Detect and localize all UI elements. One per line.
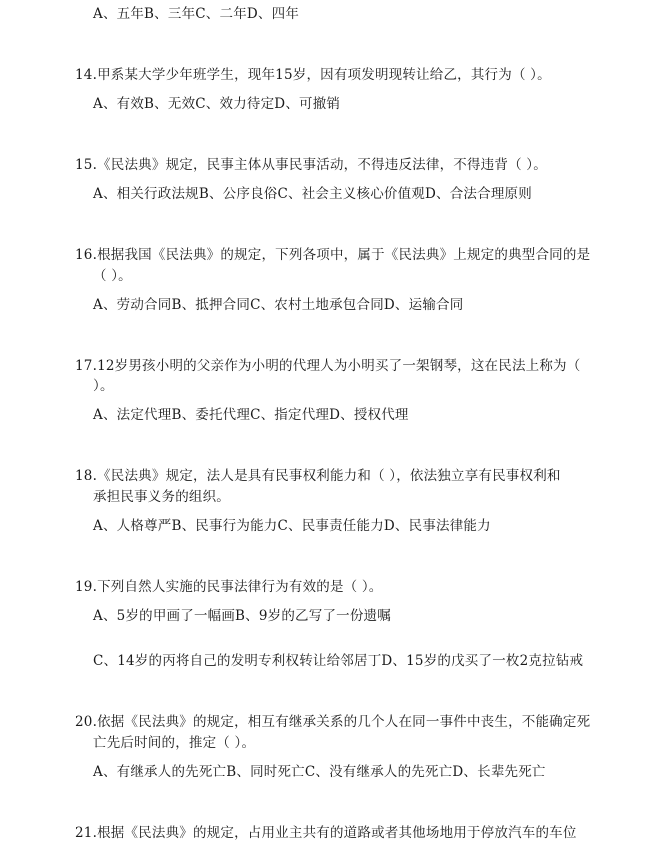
question-18-options: A、人格尊严B、民事行为能力C、民事责任能力D、民事法律能力 [93,518,491,534]
question-20-text-cont: 亡先后时间的，推定（ ）。 [93,735,256,751]
question-14-text: 14.甲系某大学少年班学生，现年15岁，因有项发明现转让给乙，其行为（ ）。 [75,67,551,83]
question-19-text: 19.下列自然人实施的民事法律行为有效的是（ ）。 [75,579,383,595]
question-15-options: A、相关行政法规B、公序良俗C、社会主义核心价值观D、合法合理原则 [93,186,532,202]
question-17-text-cont: ）。 [93,378,114,394]
question-13-options: A、五年B、三年C、二年D、四年 [93,6,300,22]
question-18-text: 18.《民法典》规定，法人是具有民事权利能力和（ ），依法独立享有民事权利和 [75,468,561,484]
question-19-options-ab: A、5岁的甲画了一幅画B、9岁的乙写了一份遗嘱 [93,608,391,624]
question-17-text: 17.12岁男孩小明的父亲作为小明的代理人为小明买了一架钢琴，这在民法上称为（ [75,358,581,374]
question-14-options: A、有效B、无效C、效力待定D、可撤销 [93,96,341,112]
question-21-text: 21.根据《民法典》的规定，占用业主共有的道路或者其他场地用于停放汽车的车位 [75,825,577,841]
question-20-text: 20.依据《民法典》的规定，相互有继承关系的几个人在同一事件中丧生，不能确定死 [75,714,591,730]
question-16-text-cont: （ ）。 [93,268,132,284]
question-16-text: 16.根据我国《民法典》的规定，下列各项中，属于《民法典》上规定的典型合同的是 [75,247,591,263]
question-16-options: A、劳动合同B、抵押合同C、农村土地承包合同D、运输合同 [93,297,464,313]
question-19-options-cd: C、14岁的丙将自己的发明专利权转让给邻居丁D、15岁的戊买了一枚2克拉钻戒 [93,653,584,669]
question-17-options: A、法定代理B、委托代理C、指定代理D、授权代理 [93,407,409,423]
question-15-text: 15.《民法典》规定，民事主体从事民事活动，不得违反法律，不得违背（ ）。 [75,157,547,173]
question-20-options: A、有继承人的先死亡B、同时死亡C、没有继承人的先死亡D、长辈先死亡 [93,764,546,780]
question-18-text-cont: 承担民事义务的组织。 [93,489,230,505]
